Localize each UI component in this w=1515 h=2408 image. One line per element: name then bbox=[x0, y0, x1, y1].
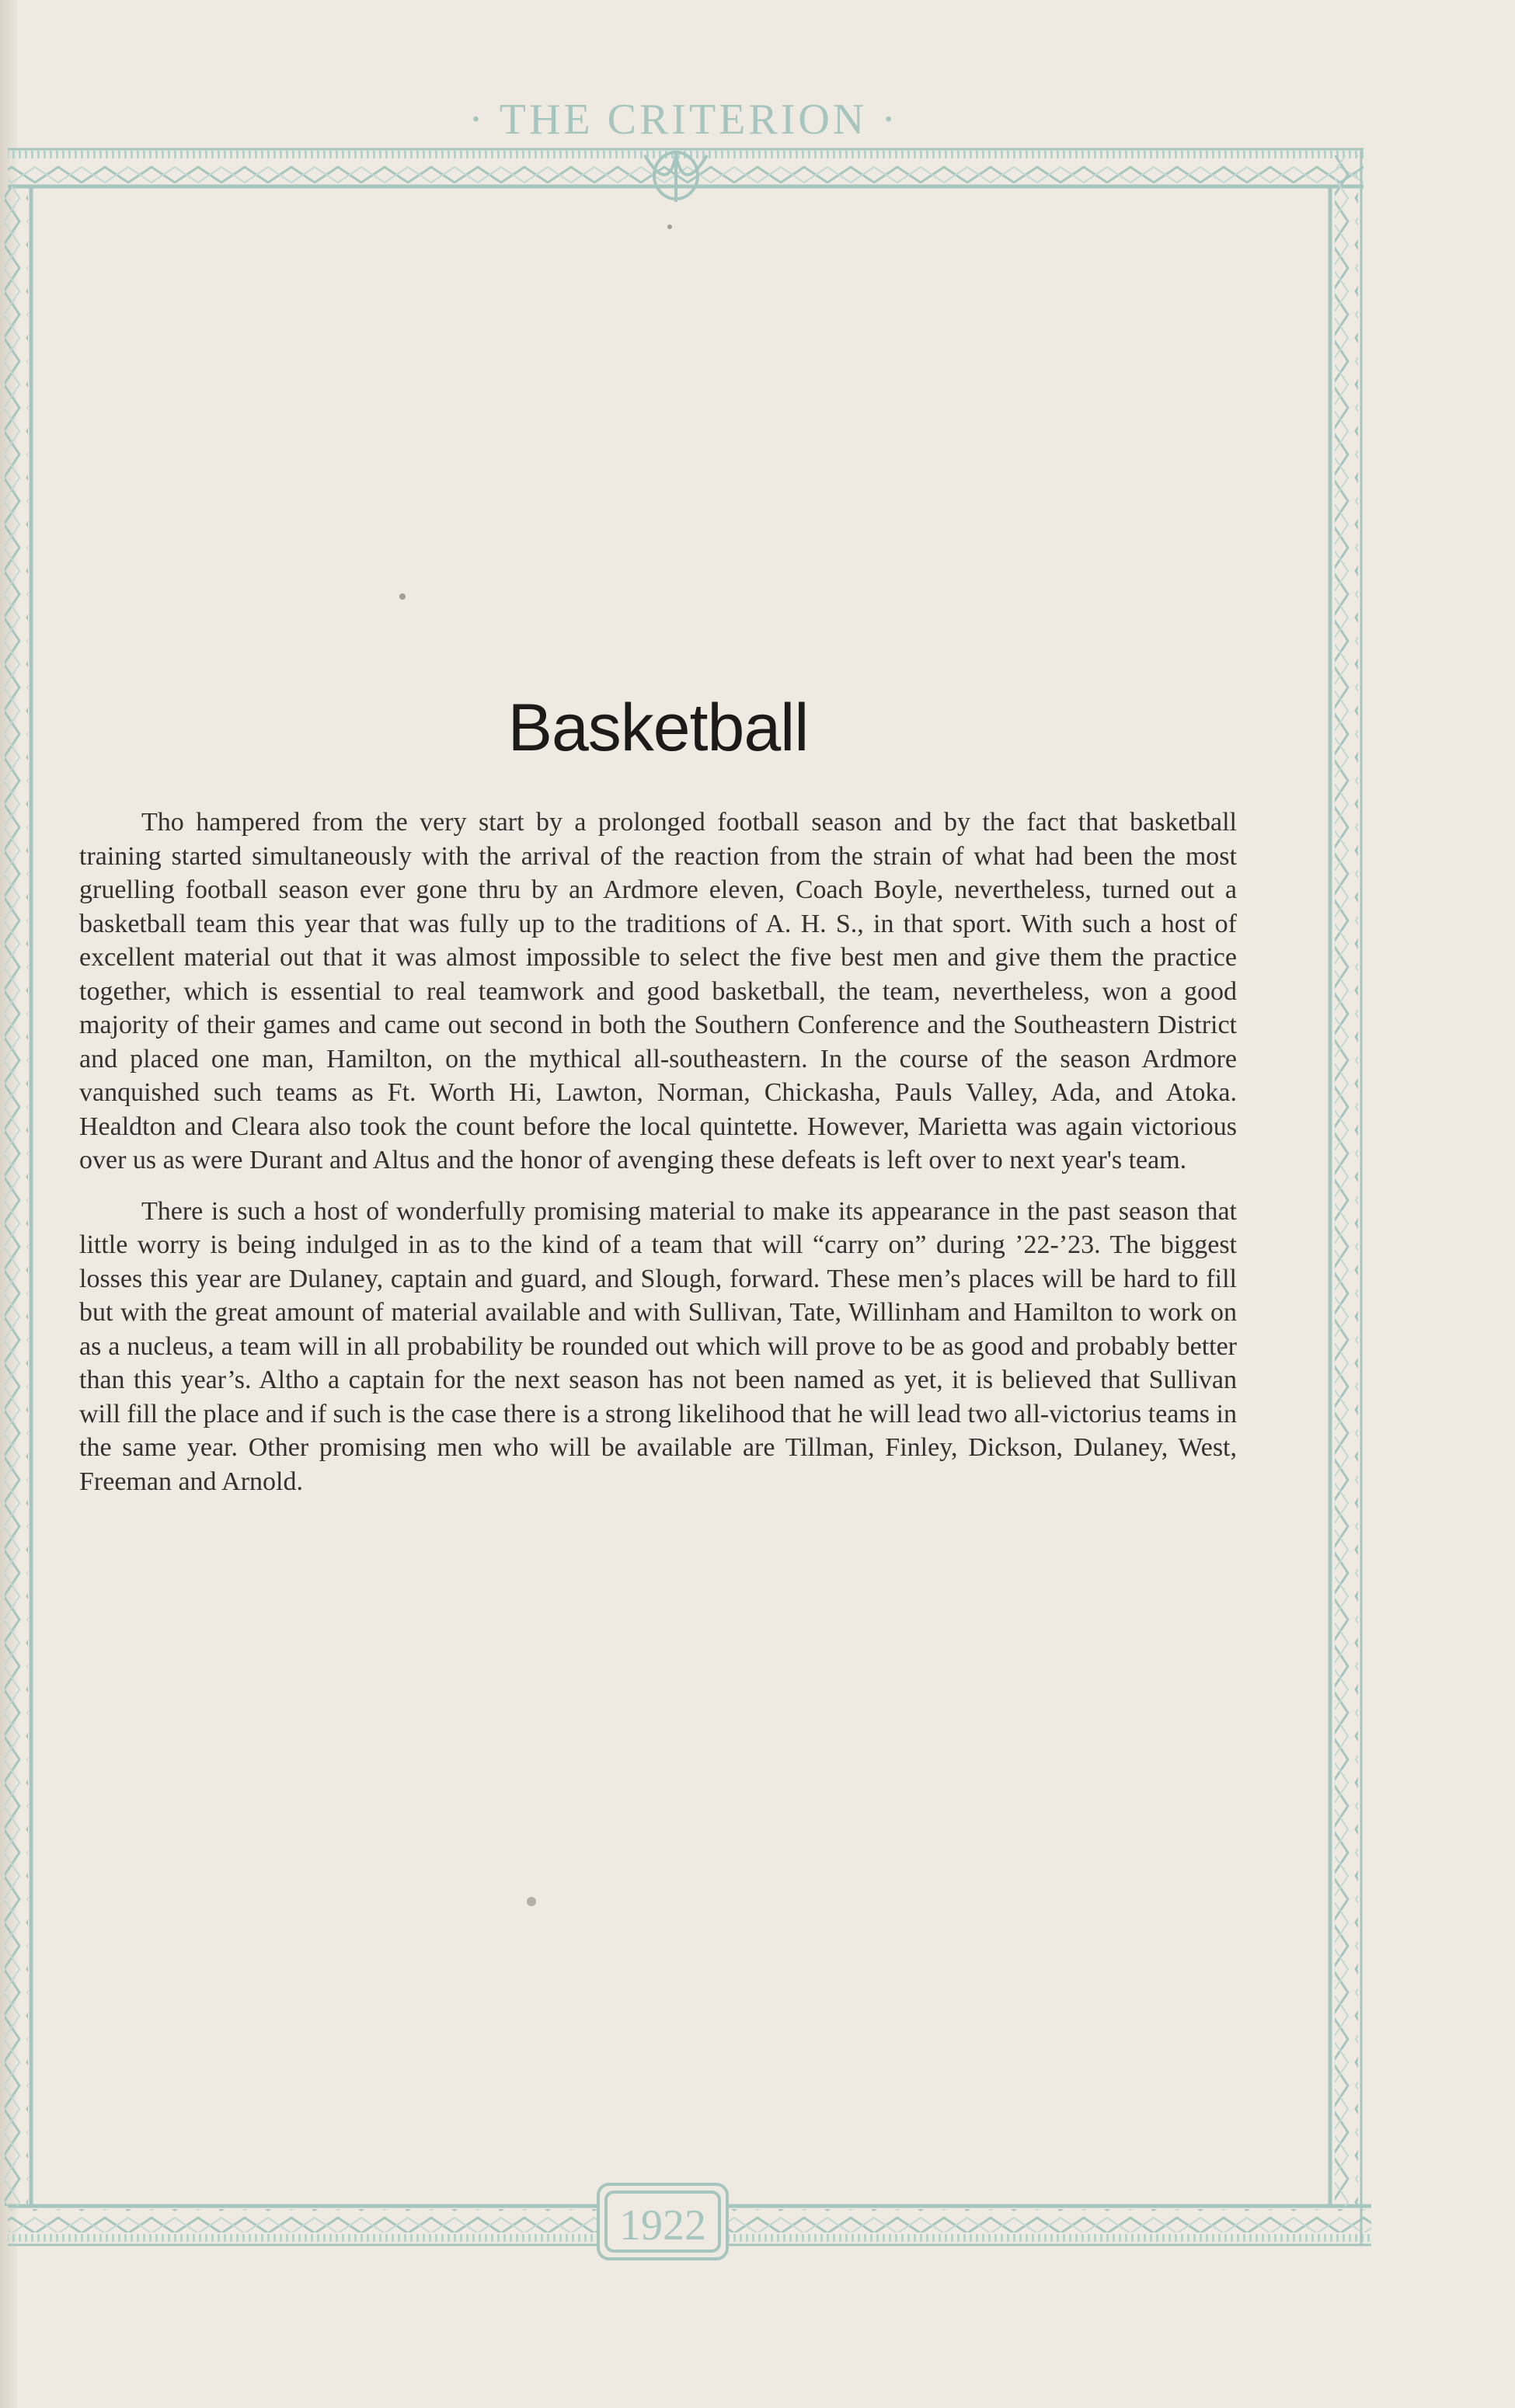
top-ornament bbox=[645, 152, 707, 202]
paragraph-1: Tho hampered from the very start by a prolonged football season and by the fact that basketball training started simultaneously with the arrival of the reaction from the strain of what had been the most gruelling football season ever gone thru by an Ardmore eleven, Coach Boyle, nevertheless, turned out a basketball team this year that was fully up to the traditions of A. H. S., in that sport. With such a host of excellent material out that it was almost impossible to select the five best men and give them the practice together, which is essential to real teamwork and good basketball, the team, nevertheless, won a good majority of their games and came out second in both the Southern Conference and the Southeastern District and placed one man, Hamilton, on the mythical all-southeastern. In the course of the season Ardmore vanquished such teams as Ft. Worth Hi, Lawton, Norman, Chickasha, Pauls Valley, Ada, and Atoka. Healdton and Cleara also took the count before the local quintette. However, Marietta was again victorious over us as were Durant and Altus and the honor of avenging these defeats is left over to next year's team. bbox=[79, 808, 1237, 1174]
article bbox=[79, 202, 1237, 1498]
article-title: Basketball bbox=[507, 691, 809, 765]
running-head: · THE CRITERION · bbox=[468, 96, 899, 144]
paragraph-2: There is such a host of wonderfully promising material to make its appearance in the past season that little worry is being indulged in as to the kind of a team that will “carry on” during ’22-’23. The biggest losses this year are Dulaney, captain and guard, and Slough, forward. These men’s places will be hard to fill but with the great amount of material available and with Sullivan, Tate, Willinham and Hamilton to work on as a nucleus, a team will in all probability be rounded out which will prove to be as good and probably better than this year’s. Altho a captain for the next season has not been named as yet, it is believed that Sullivan will fill the place and if such is the case there is a strong likelihood that he will lead two all-victorius teams in the same year. Other promising men who will be available are Tillman, Finley, Dickson, Dulaney, West, Freeman and Arnold. bbox=[79, 1196, 1237, 1496]
year-label: 1922 bbox=[619, 2201, 706, 2250]
